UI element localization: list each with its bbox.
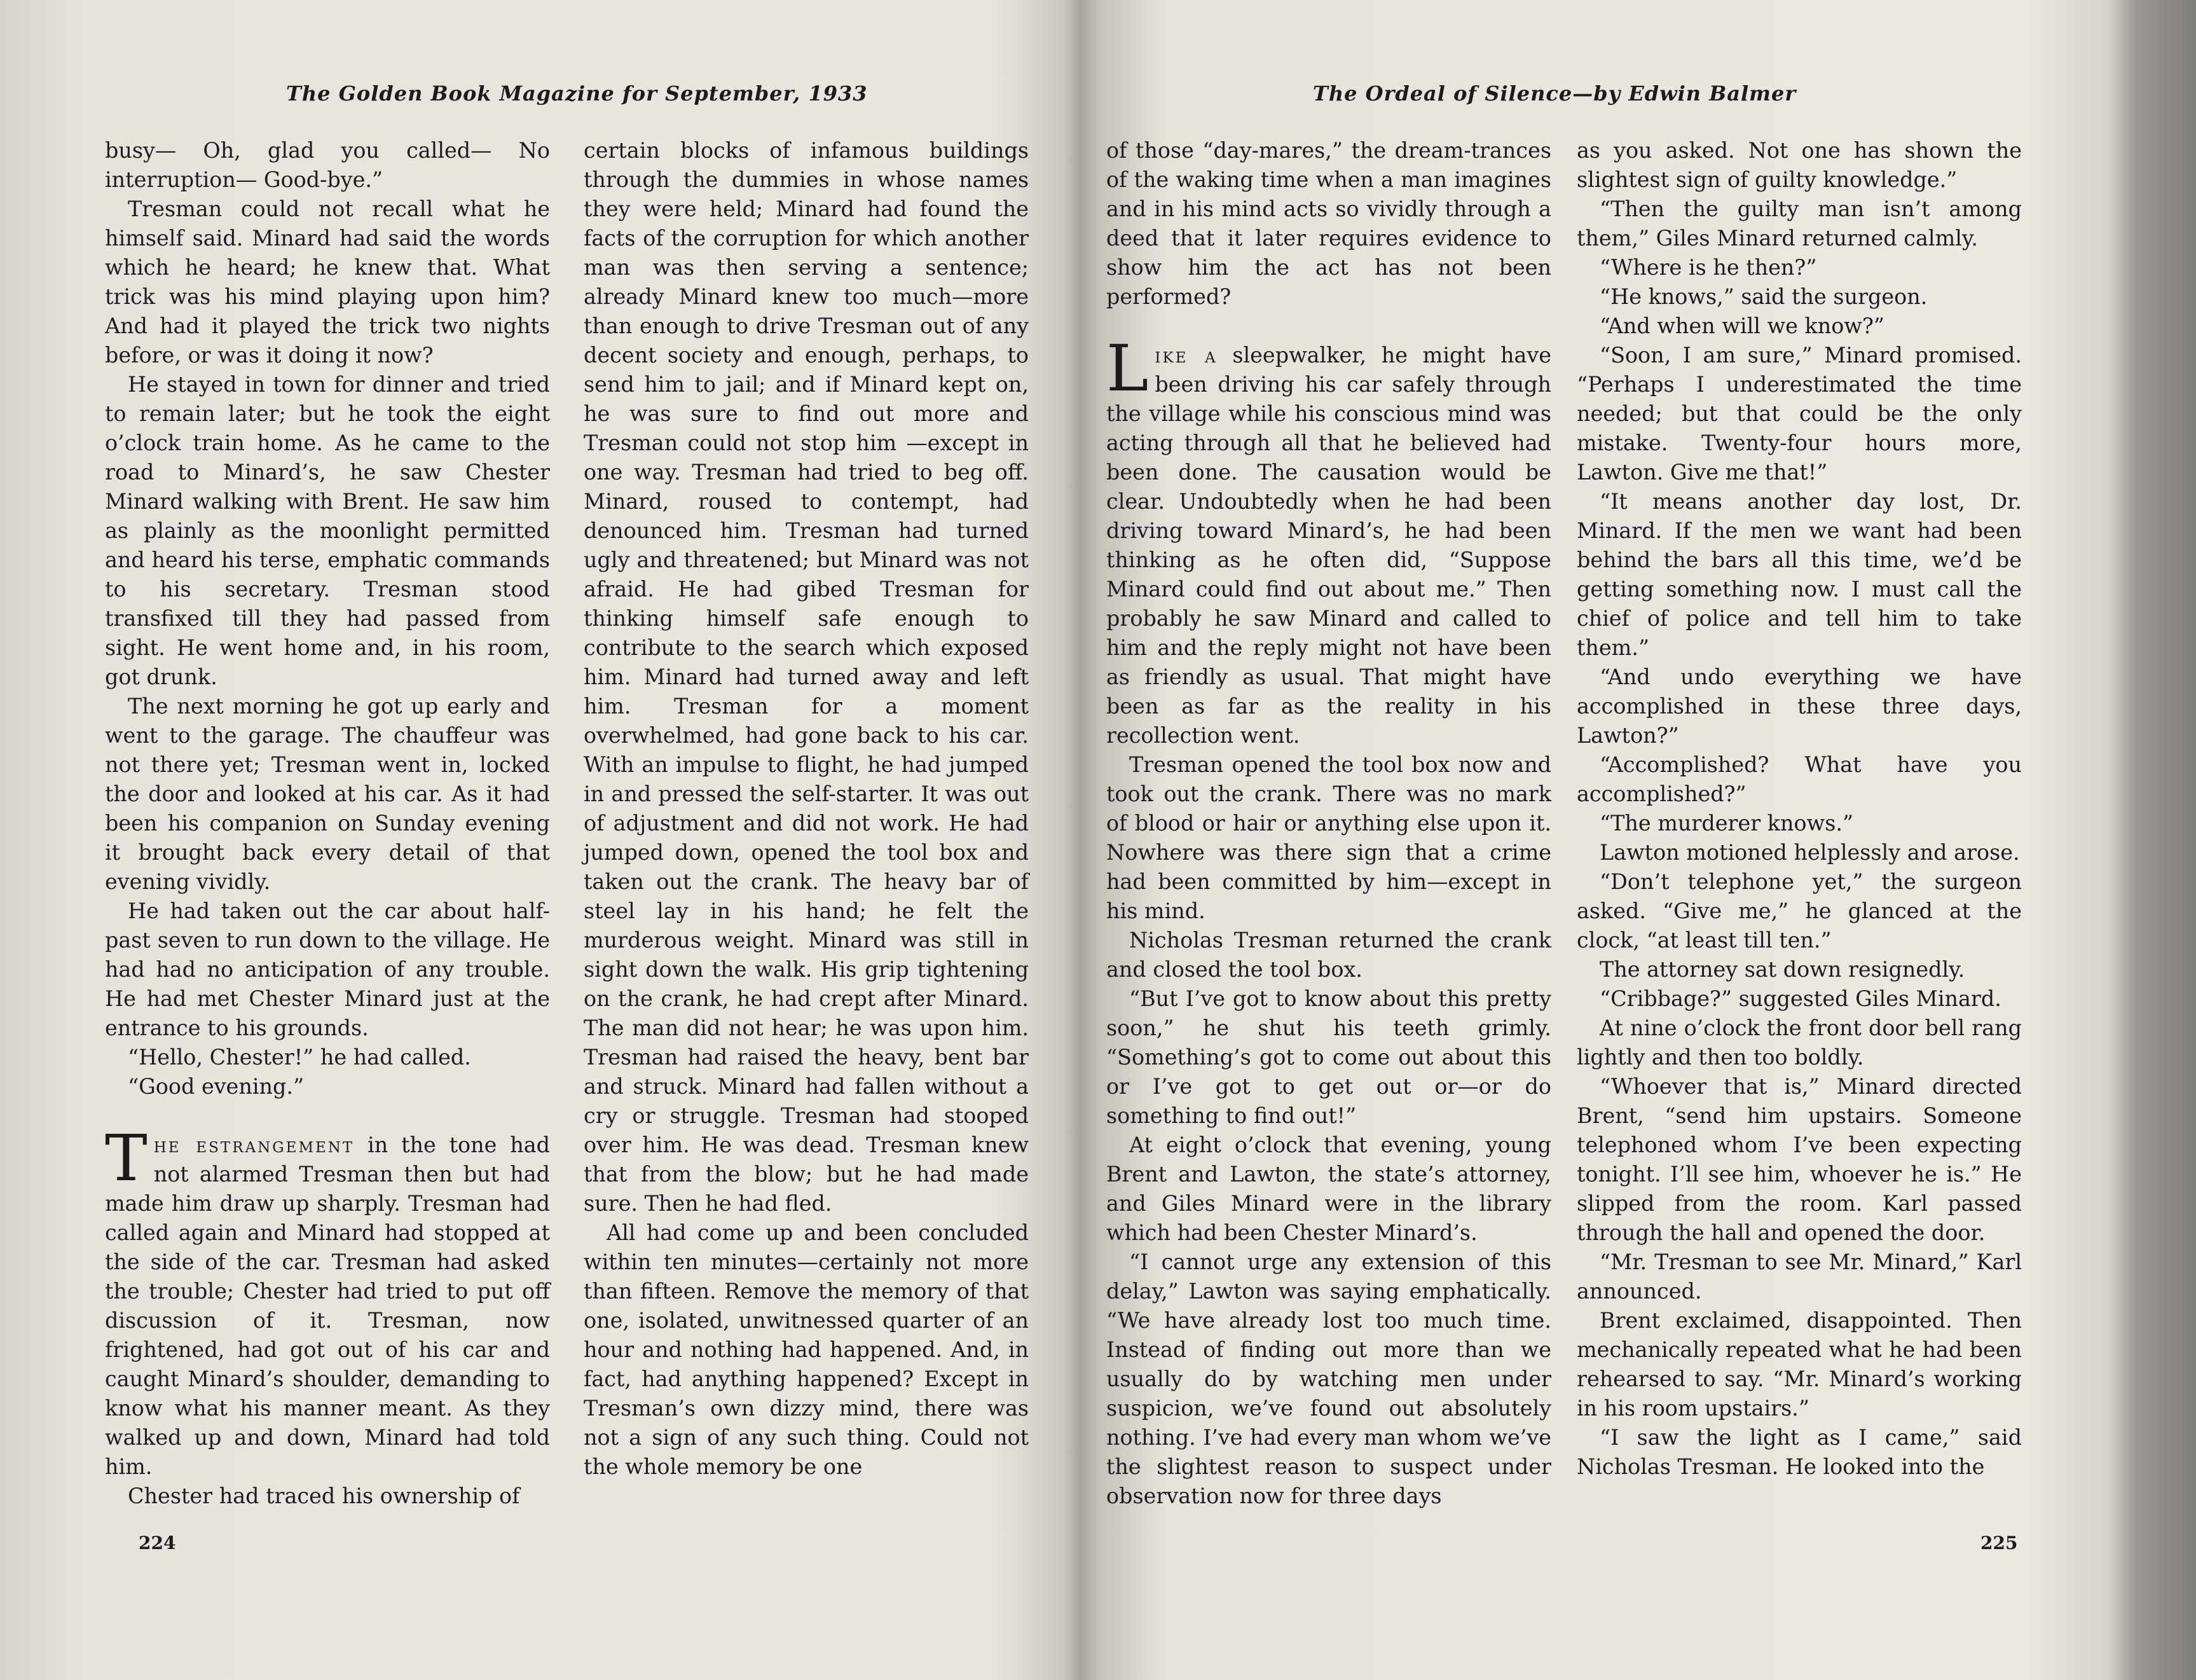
paragraph: certain blocks of infamous buildings through the dummies in whose names they were held; Minard had found the facts of the corruption for which another man was then serving a sentence; already Minard knew too much—more than enough to drive Tresman out of any decent society and enough, perhaps, to send him to jail; and if Minard kept on, he was sure to find out more and Tresman could not stop him —except in one way. Tresman had tried to beg off. Minard, roused to contempt, had denounced him. Tresman had turned ugly and threatened; but Minard was not afraid. He had gibed Tresman for thinking himself safe enough to contribute to the search which exposed him. Minard had turned away and left him. Tresman for a moment overwhelmed, had gone back to his car. With an impulse to flight, he had jumped in and pressed the self-starter. It was out of adjustment and did not work. He had jumped down, opened the tool box and taken out the crank. The heavy bar of steel lay in his hand; he felt the murderous weight. Minard was still in sight down the walk. His grip tightening on the crank, he had crept after Minard. The man did not hear; he was upon him. Tresman had raised the heavy, bent bar and struck. Minard had fallen without a cry or struggle. Tresman had stooped over him. He was dead. Tresman knew that from the blow; but he had made sure. Then he had fled.: [584, 138, 1029, 1216]
paragraph: At eight o’clock that evening, young Brent and Lawton, the state’s attorney, and Giles Minard were in the library which had been Chester Minard’s.: [1106, 1133, 1551, 1245]
paragraph: “Mr. Tresman to see Mr. Minard,” Karl announced.: [1577, 1250, 2022, 1304]
paragraph: All had come up and been concluded within ten minutes—certainly not more than fifteen. Remove the memory of that one, isolated, unwitnessed quarter of an hour and nothing had happened. And, in fact, had anything happened? Except in Tresman’s own dizzy mind, there was not a sign of any such thing. Could not the whole memory be one: [584, 1220, 1029, 1479]
text-column-1: [105, 136, 550, 1511]
paragraph: “I saw the light as I came,” said Nicholas Tresman. He looked into the: [1577, 1425, 2022, 1479]
paragraph: Brent exclaimed, disappointed. Then mechanically repeated what he had been rehearsed to say. “Mr. Minard’s working in his room upstairs.”: [1577, 1308, 2022, 1421]
paragraph: At nine o’clock the front door bell rang lightly and then too boldly.: [1577, 1016, 2022, 1070]
paragraph: Chester had traced his ownership of: [128, 1484, 520, 1508]
paragraph: “Cribbage?” suggested Giles Minard.: [1600, 986, 2001, 1011]
paragraph: as you asked. Not one has shown the slightest sign of guilty knowledge.”: [1577, 138, 2022, 192]
paragraph: He stayed in town for dinner and tried to remain later; but he took the eight o’clock train home. As he came to the road to Minard’s, he saw Chester Minard walking with Brent. He saw him as plainly as the moonlight permitted and heard his terse, emphatic commands to his secretary. Tresman stood transfixed till they had passed from sight. He went home and, in his room, got drunk.: [105, 372, 550, 689]
paragraph: Nicholas Tresman returned the crank and closed the tool box.: [1106, 928, 1551, 982]
paragraph: “Accomplished? What have you accomplished?”: [1577, 752, 2022, 806]
paragraph: The attorney sat down resignedly.: [1600, 957, 1965, 982]
paragraph: of those “day-mares,” the dream-trances of the waking time when a man imagines and in his mind acts so vividly through a deed that it later requires evidence to show him the act has not been performed?: [1106, 138, 1551, 309]
paragraph: busy— Oh, glad you called— No interruption— Good-bye.”: [105, 138, 550, 192]
paragraph: “I cannot urge any extension of this delay,” Lawton was saying emphatically. “We have already lost too much time. Instead of finding out more than we usually do by watching men under suspicion, we’ve found out absolutely nothing. I’ve had every man whom we’ve the slightest reason to suspect under observation now for three days: [1106, 1250, 1551, 1508]
page-number: 225: [1980, 1532, 2018, 1553]
paragraph: Tresman opened the tool box now and took out the crank. There was no mark of blood or hair or anything else upon it. Nowhere was there sign that a crime had been committed by him—except in his mind.: [1106, 752, 1551, 923]
paragraph: He had taken out the car about half-past seven to run down to the village. He had had no anticipation of any trouble. He had met Chester Minard just at the entrance to his grounds.: [105, 899, 550, 1040]
paragraph: “Then the guilty man isn’t among them,” Giles Minard returned calmly.: [1577, 196, 2022, 251]
paragraph: “Soon, I am sure,” Minard promised. “Perhaps I underestimated the time needed; but that could be the only mistake. Twenty-four hours more, Lawton. Give me that!”: [1577, 343, 2022, 485]
paragraph: “He knows,” said the surgeon.: [1600, 284, 1928, 309]
paragraph-text: sleepwalker, he might have been driving his car safely through the village while his conscious mind was acting through all that he believed had been done. The causation would be clear. Undoubtedly when he had been driving toward Minard’s, he had been thinking as he often did, “Suppose Minard could find out about me.” Then probably he saw Minard and called to him and the reply might not have been as friendly as usual. That might have been as far as the reality in his recollection went.: [1106, 343, 1551, 748]
paragraph: “Where is he then?”: [1600, 255, 1817, 280]
paragraph: Tresman could not recall what he himself said. Minard had said the words which he heard; he knew that. What trick was his mind playing upon him? And had it played the trick two nights before, or was it doing it now?: [105, 196, 550, 368]
paragraph-text: in the tone had not alarmed Tresman then but had made him draw up sharply. Tresman had called again and Minard had stopped at the side of the car. Tresman had asked the trouble; Chester had tried to put off discussion of it. Tresman, now frightened, had got out of his car and caught Minard’s shoulder, demanding to know what his manner meant. As they walked up and down, Minard had told him.: [105, 1133, 550, 1479]
small-caps-lead: ike a: [1155, 343, 1218, 368]
section-opening-paragraph: [105, 1121, 550, 1482]
running-head: The Ordeal of Silence—by Edwin Balmer: [1313, 81, 1797, 106]
paragraph: “The murderer knows.”: [1600, 811, 1854, 836]
paragraph: The next morning he got up early and went to the garage. The chauffeur was not there yet; Tresman went in, locked the door and looked at his car. As it had been his companion on Sunday evening it brought back every detail of that evening vividly.: [105, 694, 550, 894]
paragraph: “Good evening.”: [128, 1074, 305, 1099]
right-page: [1074, 0, 2130, 1680]
paragraph: Lawton motioned helplessly and arose.: [1600, 840, 2020, 865]
paragraph: “Don’t telephone yet,” the surgeon asked. “Give me,” he glanced at the clock, “at least till ten.”: [1577, 869, 2022, 953]
paragraph: “And undo everything we have accomplished in these three days, Lawton?”: [1577, 664, 2022, 748]
paragraph: “It means another day lost, Dr. Minard. If the men we want had been behind the bars all this time, we’d be getting something now. I must call the chief of police and tell him to take them.”: [1577, 489, 2022, 660]
paragraph: “And when will we know?”: [1600, 313, 1884, 338]
running-head: The Golden Book Magazine for September, 1933: [286, 81, 868, 106]
text-column-1: [1106, 136, 1551, 1511]
text-column-2: [584, 136, 1029, 1482]
section-opening-paragraph: [1106, 331, 1551, 750]
page-number: 224: [139, 1532, 176, 1553]
paragraph: “But I’ve got to know about this pretty soon,” he shut his teeth grimly. “Something’s got to come out about this or I’ve got to get out or—or do something to find out!”: [1106, 986, 1551, 1128]
drop-cap: L: [1106, 331, 1149, 406]
paragraph: “Whoever that is,” Minard directed Brent, “send him upstairs. Someone telephoned whom I’ve been expecting tonight. I’ll see him, whoever he is.” He slipped from the room. Karl passed through the hall and opened the door.: [1577, 1074, 2022, 1245]
paragraph: “Hello, Chester!” he had called.: [128, 1045, 471, 1070]
small-caps-lead: he estrangement: [153, 1133, 355, 1157]
text-column-2: [1577, 136, 2022, 1482]
left-page: [0, 0, 1055, 1680]
drop-cap: T: [105, 1121, 148, 1195]
